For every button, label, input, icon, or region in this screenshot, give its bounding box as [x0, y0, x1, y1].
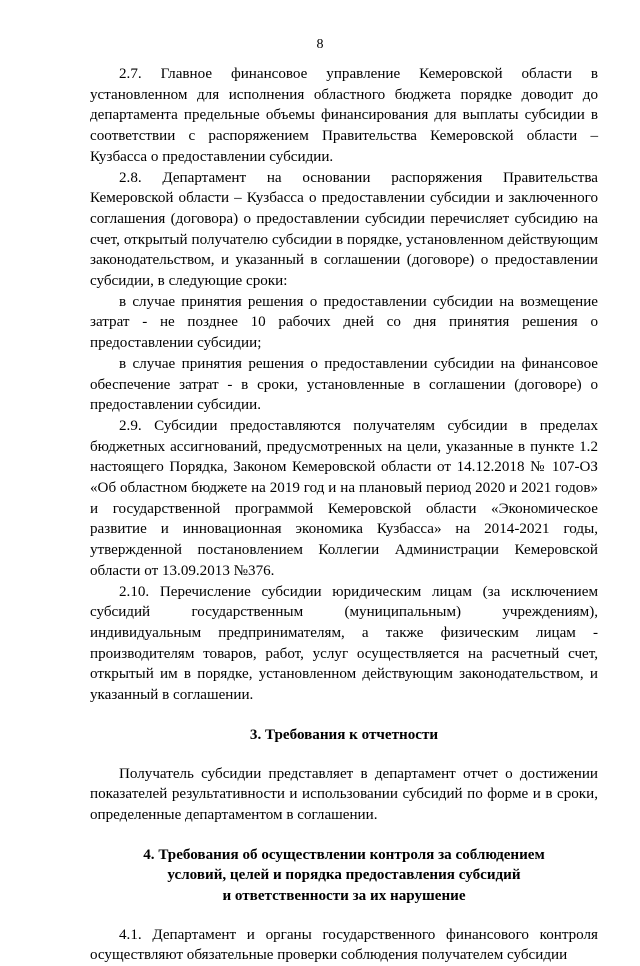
- paragraph-3: Получатель субсидии представляет в департамент отчет о достижении показателей результативности и использовании субсидий по форме и в сроки, определенные департаментом в соглашении.: [90, 765, 598, 823]
- page-number: 8: [316, 37, 324, 52]
- section-4-heading-line-1: 4. Требования об осуществлении контроля за соблюдением: [143, 846, 545, 863]
- paragraph-2-7: 2.7. Главное финансовое управление Кемеровской области в установленном для исполнения областного бюджета порядке доводит до департамента предельные объемы финансирования для выплаты субсидии в соответствии с распоряжением Правительства Кемеровской области – Кузбасса о предоставлении субсидии.: [90, 66, 598, 165]
- document-body: [90, 64, 598, 966]
- section-4-heading-line-2: условий, целей и порядка предоставления субсидий: [167, 867, 521, 884]
- paragraph-2-8-financing: в случае принятия решения о предоставлении субсидии на финансовое обеспечение затрат - в сроки, установленные в соглашении (договоре) о предоставлении субсидии.: [90, 355, 598, 414]
- paragraph-2-9: 2.9. Субсидии предоставляются получателям субсидии в пределах бюджетных ассигнований, предусмотренных на цели, указанные в пункте 1.2 настоящего Порядка, Законом Кемеровской области от 14.12.2018 № 107-ОЗ «Об областном бюджете на 2019 год и на плановый период 2020 и 2021 годов» и государственной программой Кемеровской области «Экономическое развитие и инновационная экономика Кузбасса» на 2014-2021 годы, утвержденной постановлением Коллегии Администрации Кемеровской области от 13.09.2013 №376.: [90, 417, 598, 579]
- section-4-heading-line-3: и ответственности за их нарушение: [222, 888, 466, 905]
- paragraph-2-8-reimbursement: в случае принятия решения о предоставлении субсидии на возмещение затрат - не позднее 10 рабочих дней со дня принятия решения о предоставлении субсидии;: [90, 293, 598, 352]
- paragraph-2-10: 2.10. Перечисление субсидии юридическим лицам (за исключением субсидий государственным (муниципальным) учреждениям), индивидуальным предпринимателям, а также физическим лицам - производителям товаров, работ, услуг осуществляется на расчетный счет, открытый им в порядке, установленном действующим законодательством, и указанный в соглашении.: [90, 583, 598, 704]
- section-3-heading: 3. Требования к отчетности: [249, 726, 439, 743]
- paragraph-2-8: 2.8. Департамент на основании распоряжения Правительства Кемеровской области – Кузбасса о предоставлении субсидии и заключенного соглашения (договора) о предоставлении субсидии перечисляет субсидию на счет, открытый получателю субсидии в порядке, установленном действующим законодательством, и указанный в соглашении (договоре) о предоставлении субсидии, в следующие сроки:: [90, 169, 598, 290]
- paragraph-4-1: 4.1. Департамент и органы государственного финансового контроля осуществляют обязательные проверки соблюдения получателем субсидии: [90, 926, 598, 964]
- section-4-heading: [90, 845, 598, 907]
